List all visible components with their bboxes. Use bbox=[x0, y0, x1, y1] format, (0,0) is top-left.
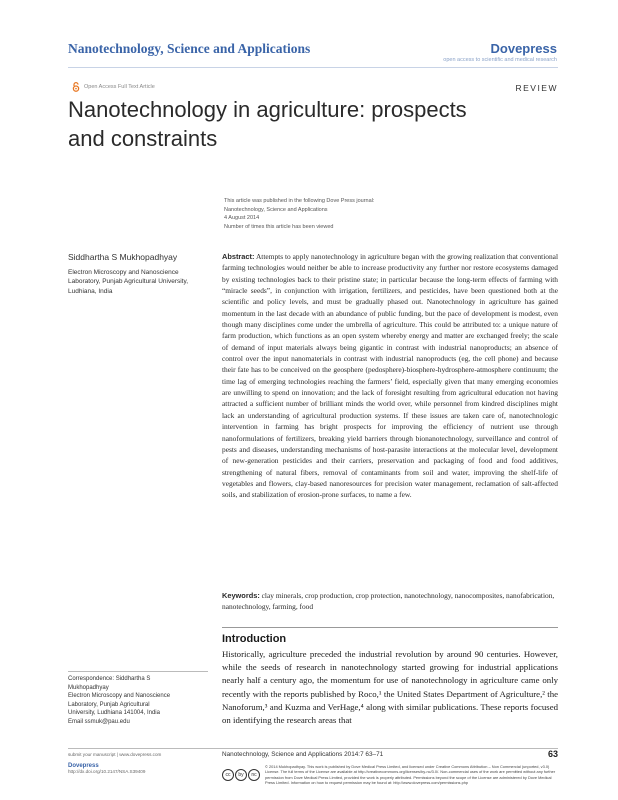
abstract-label: Abstract: bbox=[222, 252, 255, 261]
publication-info bbox=[224, 197, 374, 231]
abstract bbox=[222, 251, 558, 501]
keywords-label: Keywords: bbox=[222, 591, 260, 600]
article-type-label: REVIEW bbox=[515, 83, 558, 93]
license-block bbox=[222, 764, 558, 786]
article-title bbox=[68, 95, 508, 153]
article-title-line-1: Nanotechnology in agriculture: prospects bbox=[68, 97, 467, 122]
open-access-icon bbox=[72, 82, 80, 92]
article-title-line-2: and constraints bbox=[68, 126, 218, 151]
abstract-text: Attempts to apply nanotechnology in agriculture began with the growing realization that conventional farming technologies would neither be able to increase productivity any further nor restore ecosystems damaged by existing technologies back to their pristine state; in particular because the long-term effects of farming with “miracle seeds”, in conjunction with irrigation, fertilizers, and pesticides, have been questioned both at the scientific and policy levels, and must be gradually phased out. Nanotechnology in agriculture has gained momentum in the last decade with an abundance of public funding, but the pace of development is modest, even though many disciplines come under the umbrella of agriculture. This could be attributed to: a unique nature of farm production, which functions as an open system whereby energy and matter are exchanged freely; the scale of demand of input materials always being gigantic in contrast with industrial nanoproducts; an absence of control over the input nanomaterials in contrast with industrial nanoproducts (eg, the cell phone) and because their fate has to be conceived on the geosphere (pedosphere)-biosphere-hydrosphere-atmosphere continuum; the time lag of emerging technologies reaching the farmers’ field, especially given that many emerging economies are unwilling to spend on innovation; and the lack of foresight resulting from agricultural education not having attracted a sufficient number of brilliant minds the world over, while personnel from kindred disciplines might lack an understanding of agricultural production systems. If these issues are taken care of, nanotechnologic intervention in farming has bright prospects for improving the efficiency of nutrient use through nanoformulations of fertilizers, breaking yield barriers through bionanotechnology, surveillance and control of pests and diseases, understanding mechanisms of host-parasite interactions at the molecular level, development of new-generation pesticides and their carriers, preservation and packaging of food and food additives, strengthening of natural fibers, removal of contaminants from soil and water, improving the shelf-life of vegetables and flowers, clay-based nanoresources for precision water management, reclamation of salt-affected soils, and stabilization of erosion-prone surfaces, to name a few. bbox=[222, 252, 558, 500]
journal-name: Nanotechnology, Science and Applications bbox=[68, 41, 311, 56]
publisher-logo[interactable]: Dovepress bbox=[490, 41, 557, 56]
open-access-badge bbox=[72, 82, 155, 92]
submit-manuscript-link[interactable]: submit your manuscript | www.dovepress.com bbox=[68, 752, 162, 757]
doi-link[interactable]: http://dx.doi.org/10.2147/NSA.S39409 bbox=[68, 769, 146, 774]
publication-info-intro: This article was published in the following Dove Press journal: bbox=[224, 198, 375, 204]
correspondence-line: Mukhopadhyay bbox=[68, 684, 109, 691]
publication-info-date: 4 August 2014 bbox=[224, 215, 260, 222]
cc-icon: cc bbox=[222, 769, 234, 781]
author-affiliation: Electron Microscopy and Nanoscience Laboratory, Punjab Agricultural University, Ludhiana, India bbox=[68, 269, 189, 295]
footer-divider bbox=[68, 748, 558, 749]
correspondence-line: Correspondence: Siddhartha S bbox=[68, 676, 151, 682]
correspondence bbox=[68, 675, 213, 727]
footer-left bbox=[68, 752, 161, 776]
correspondence-line: Laboratory, Punjab Agricultural bbox=[68, 701, 150, 708]
header-divider bbox=[68, 67, 558, 68]
keywords bbox=[222, 590, 558, 613]
publisher-brand bbox=[443, 41, 557, 63]
open-access-label: Open Access Full Text Article bbox=[84, 84, 155, 90]
journal-citation: Nanotechnology, Science and Applications 2014:7 63–71 bbox=[222, 751, 384, 758]
publication-info-journal[interactable]: Nanotechnology, Science and Applications bbox=[224, 206, 328, 213]
footer-brand[interactable]: Dovepress bbox=[68, 762, 99, 769]
author-name: Siddhartha S Mukhopadhyay bbox=[68, 252, 178, 262]
nc-icon: nc bbox=[248, 769, 260, 781]
introduction-divider bbox=[222, 627, 558, 628]
by-icon: by bbox=[235, 769, 247, 781]
correspondence-divider bbox=[68, 671, 208, 672]
creative-commons-icon[interactable] bbox=[222, 764, 260, 786]
publisher-tagline: open access to scientific and medical research bbox=[443, 57, 557, 63]
correspondence-line: University, Ludhiana 141004, India bbox=[68, 710, 160, 717]
keywords-text: clay minerals, crop production, crop protection, nanotechnology, nanocomposites, nanofabrication, nanotechnology, farming, food bbox=[222, 591, 555, 612]
introduction-text: Historically, agriculture preceded the industrial revolution by around 90 centuries. However, while the seeds of research in nanotechnology started growing for industrial applications nearly half a century ago, the momentum for use of nanotechnology in agriculture came only recently with the reports published by Roco,¹ the United States Department of Agriculture,² the Nanoforum,³ and Kuzma and VerHage,⁴ along with similar publications. These reports focused on identifying the research areas that bbox=[222, 649, 558, 726]
publication-info-views[interactable]: Number of times this article has been viewed bbox=[224, 223, 334, 230]
page-number: 63 bbox=[547, 749, 558, 759]
correspondence-line: Electron Microscopy and Nanoscience bbox=[68, 693, 171, 700]
correspondence-email[interactable]: Email ssmuk@pau.edu bbox=[68, 718, 130, 725]
license-text: © 2014 Mukhopadhyay. This work is published by Dove Medical Press Limited, and licensed under Creative Commons Attribution – Non Commercial (unported, v3.0) License. The full terms of the License are available at http://creativecommons.org/licenses/by-nc/3.0/. Non-commercial uses of the work are permitted without any further permission from Dove Medical Press Limited, provided the work is properly attributed. Permissions beyond the scope of the License are administered by Dove Medical Press Limited. Information on how to request permission may be found at: http://www.dovepress.com/permissions.php bbox=[265, 764, 556, 786]
introduction-heading: Introduction bbox=[222, 633, 287, 645]
